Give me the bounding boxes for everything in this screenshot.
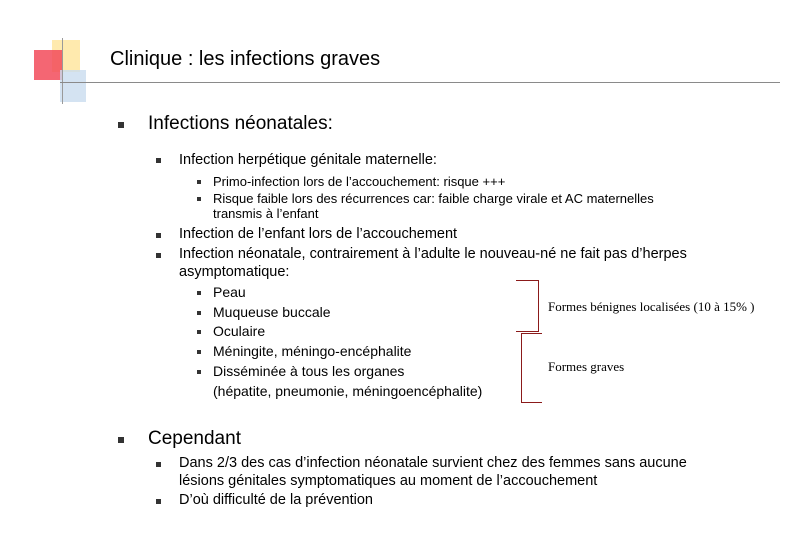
bullet-icon: [197, 330, 201, 334]
item-prevention: D’où difficulté de la prévention: [179, 492, 373, 508]
bullet-icon: [197, 311, 201, 315]
bullet-icon: [156, 499, 161, 504]
decor-blue-square: [60, 70, 86, 102]
bullet-icon: [156, 158, 161, 163]
form-meningitis: Méningite, méningo-encéphalite: [213, 343, 412, 359]
severe-bracket: [521, 333, 542, 403]
decor-red-square: [34, 50, 62, 80]
heading-neonatal: Infections néonatales:: [148, 113, 333, 134]
item-herpes-maternal: Infection herpétique génitale maternelle:: [179, 152, 437, 168]
benign-bracket: [516, 280, 539, 332]
bullet-icon: [156, 253, 161, 258]
item-primo: Primo-infection lors de l’accouchement: risque +++: [213, 174, 506, 189]
form-skin: Peau: [213, 284, 246, 300]
decor-vertical-line: [62, 38, 63, 104]
item-recurrence: Risque faible lors des récurrences car: faible charge virale et AC maternelles transmis à l’enfant: [213, 191, 654, 221]
bullet-icon: [118, 437, 124, 443]
bullet-icon: [197, 350, 201, 354]
bullet-icon: [197, 370, 201, 374]
bullet-icon: [118, 122, 124, 128]
bullet-icon: [156, 462, 161, 467]
bullet-icon: [197, 197, 201, 201]
form-ocular: Oculaire: [213, 323, 266, 339]
page-title: Clinique : les infections graves: [110, 48, 381, 70]
item-neonatal-infection: Infection néonatale, contrairement à l’adulte le nouveau-né ne fait pas d’herpes asymptomatique:: [179, 246, 687, 280]
benign-forms-label: Formes bénignes localisées (10 à 15% ): [548, 299, 755, 314]
form-oral-mucosa: Muqueuse buccale: [213, 304, 331, 320]
title-divider: [60, 82, 780, 83]
form-disseminated: Disséminée à tous les organes: [213, 363, 405, 379]
severe-forms-label: Formes graves: [548, 359, 625, 374]
form-disseminated-detail: (hépatite, pneumonie, méningoencéphalite): [213, 383, 483, 399]
bullet-icon: [156, 233, 161, 238]
bullet-icon: [197, 291, 201, 295]
heading-however: Cependant: [148, 428, 241, 449]
item-child-infection: Infection de l’enfant lors de l’accouchement: [179, 226, 458, 242]
bullet-icon: [197, 180, 201, 184]
item-two-thirds: Dans 2/3 des cas d’infection néonatale survient chez des femmes sans aucune lésions génitales symptomatiques au moment de l’accouchement: [179, 455, 687, 489]
